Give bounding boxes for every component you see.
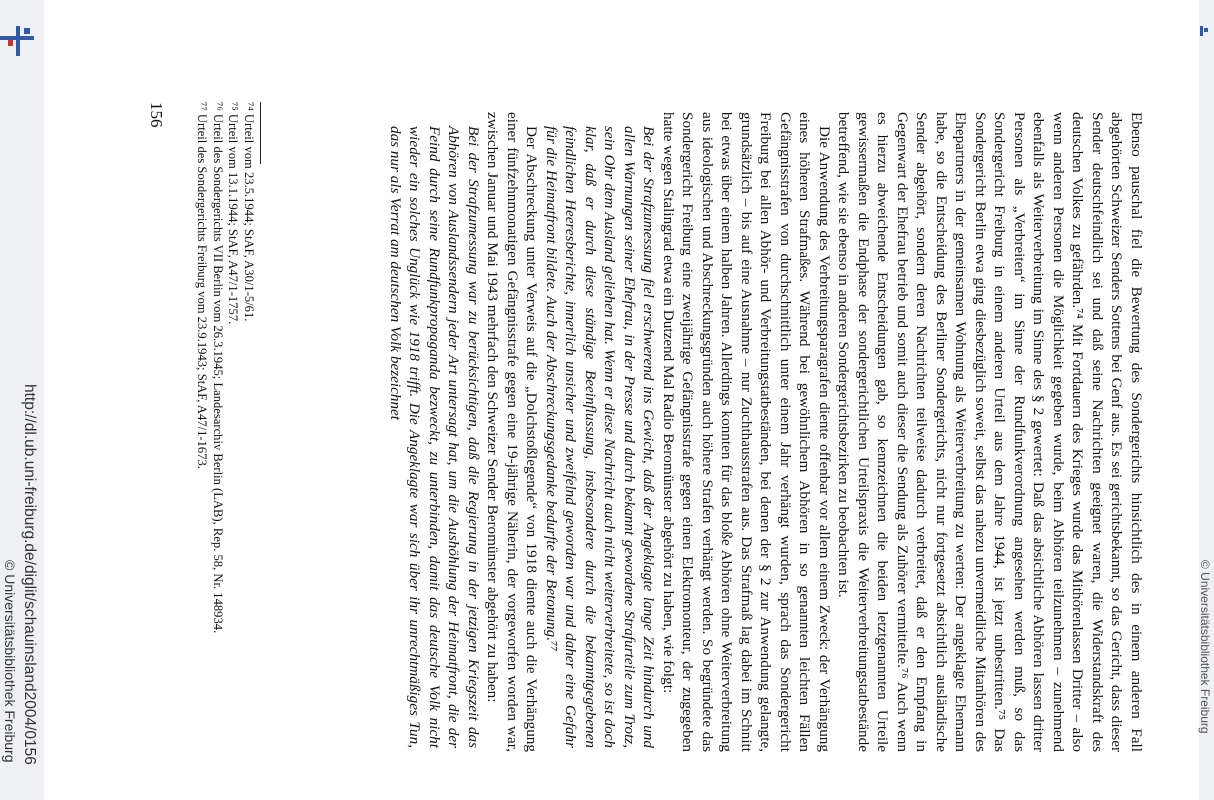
- document-page: [44, 0, 1199, 800]
- footnote: ⁷⁵ Urteil vom 13.1.1944; StAF, A47/1-1757.: [226, 102, 241, 325]
- footnote: ⁷⁷ Urteil des Sondergerichts Freiburg vom 23.9.1943; StAF, A47/1-1673.: [195, 102, 210, 469]
- paragraph: Ebenso pauschal fiel die Bewertung des Sondergerichts hinsichtlich des in einem anderen Fall abgehörten Schweizer Senders Sottens bei Genf aus. Es sei gerichtsbekannt, so das Gericht, dass dieser Sender deutschfeindlich sei und daß seine Nachrichten geeignet waren, die Widerstandskraft des deutschen Volkes zu gefährden.⁷⁴ Mit Fortdauern des Krieges wurde das Mithörenlassen Dritter – also wenn anderen Personen die Möglichkeit gegeben wurde, beim Abhören teilzunehmen – zunehmend ebenfalls als Weiterverbreitung im Sinne des § 2 gewertet: Daß das absichtliche Abhören lassen dritter Personen als „Verbreiten“ im Sinne der Rundfunkverordnung angesehen werden muß, so das Sondergericht Freiburg in einem anderen Urteil aus dem Jahre 1944, ist jetzt unbestritten.⁷⁵ Das Sondergericht Berlin etwa ging diesbezüglich soweit, selbst das nahezu unvermeidliche Mitanhören des Ehepartners in der gemeinsamen Wohnung als Weiterverbreitung zu werten: Der angeklagte Ehemann habe, so die Entscheidung des Berliner Sondergerichts, nicht nur fortgesetzt absichtlich ausländische Sender abgehört, sondern deren Nachrichten teilweise dadurch verbreitet, daß er den Empfang in Gegenwart der Ehefrau betrieb und somit auch dieser die Sendung als Zuhörer vermittelte.⁷⁶ Auch wenn es hierzu abweichende Entscheidungen gab, so kennzeichnen die beiden letztgenannten Urteile gewissermaßen die Endphase der sondergerichtlichen Urteilspraxis die Weiterverbreitungstatbestände betreffend, wie sie ebenso in anderen Sondergerichtsbezirken zu beobachten ist.: [835, 112, 1145, 752]
- quote-paragraph: Bei der Strafzumessung fiel erschwerend ins Gewicht, daß der Angeklagte lange Zeit hindurch und allen Warnungen seiner Ehefrau, in der Presse und durch bekannt gewordene Strafurteile zum Trotz, sein Ohr dem Ausland geliehen hat. Wenn er diese Nachricht auch nicht weiterverbreitete, so ist doch klar, daß er durch diese ständige Beeinflussung, insbesondere durch die bekanntgegebenen feindlichen Heeresberichte, innerlich unsicher und zweifelnd geworden war und daher eine Gefahr für die Heimatfront bildete. Auch der Abschreckungsgedanke bedurfte der Betonung.⁷⁷: [543, 126, 658, 748]
- page-number: 156: [147, 102, 166, 128]
- library-logo-icon: [0, 26, 34, 56]
- footnote-divider: [260, 102, 261, 164]
- source-url[interactable]: http://dl.ub.uni-freiburg.de/diglit/schauinsland2004/0156: [21, 384, 38, 765]
- footnote: ⁷⁶ Urteil des Sondergerichts VII Berlin vom 26.3.1945; Landesarchiv Berlin (LAB), Rep. 58, Nr. 148934.: [211, 102, 225, 634]
- body-text: [386, 112, 1147, 752]
- copyright-notice: © Universitätsbibliothek Freiburg: [2, 560, 18, 763]
- footnotes: [194, 102, 256, 634]
- quote-paragraph: Bei der Strafzumessung war zu berücksichtigen, daß die Regierung in der jetzigen Kriegszeit das Abhören von Auslandssendern jeder Art untersagt hat, um die Aushöhlung der Heimatfront, die der Feind durch seine Rundfunkpropaganda bezweckt, zu unterbinden, damit das deutsche Volk nicht wieder ein solches Unglück wie 1918 trifft. Die Angeklagte war sich über ihr unrechtmäßiges Tun, das nur als Verrat am deutschen Volk bezeichnet: [387, 126, 482, 748]
- copyright-notice: © Universitätsbibliothek Freiburg: [1198, 560, 1212, 734]
- paragraph: Der Abschreckung unter Verweis auf die „Dolchstoßlegende“ von 1918 diente auch die Verhängung einer fünfzehnmonatigen Gefängnisstrafe gegen eine 19-jährige Näherin, der vorgeworfen worden war, zwischen Januar und Mai 1943 mehrfach den Schweizer Sender Beromünster abgehört zu haben:: [484, 112, 541, 752]
- library-logo-icon: [1200, 24, 1214, 38]
- footnote: ⁷⁴ Urteil vom 23.5.1944; StAF, A30/1-5/61.: [242, 102, 256, 322]
- paragraph: Die Anwendung des Verbreitungsparagrafen diente offenbar vor allem einem Zweck: der Verhängung eines höheren Strafmaßes. Während bei gewöhnlichem Abhören in so genannten leichten Fällen Gefängnisstrafen von durchschnittlich unter einem Jahr verhängt wurden, sprach das Sondergericht Freiburg bei allen Abhör- und Verbreitungstatbeständen, bei denen der § 2 zur Anwendung gelangte, grundsätzlich – bis auf eine Ausnahme – nur Zuchthausstrafen aus. Das Strafmaß lag dabei im Schnitt bei etwas über einem halben Jahren. Allerdings konnten für das bloße Abhören ohne Weiterverbreitung aus ideologischen und Abschreckungsgründen auch höhere Strafen verhängt werden. So begründete das Sondergericht Freiburg eine zweijährige Gefängnisstrafe gegen einen Elektromonteur, der zugegeben hatte wegen Stalingrad etwa ein Dutzend Mal Radio Beromünster abgehört zu haben, wie folgt:: [660, 112, 833, 752]
